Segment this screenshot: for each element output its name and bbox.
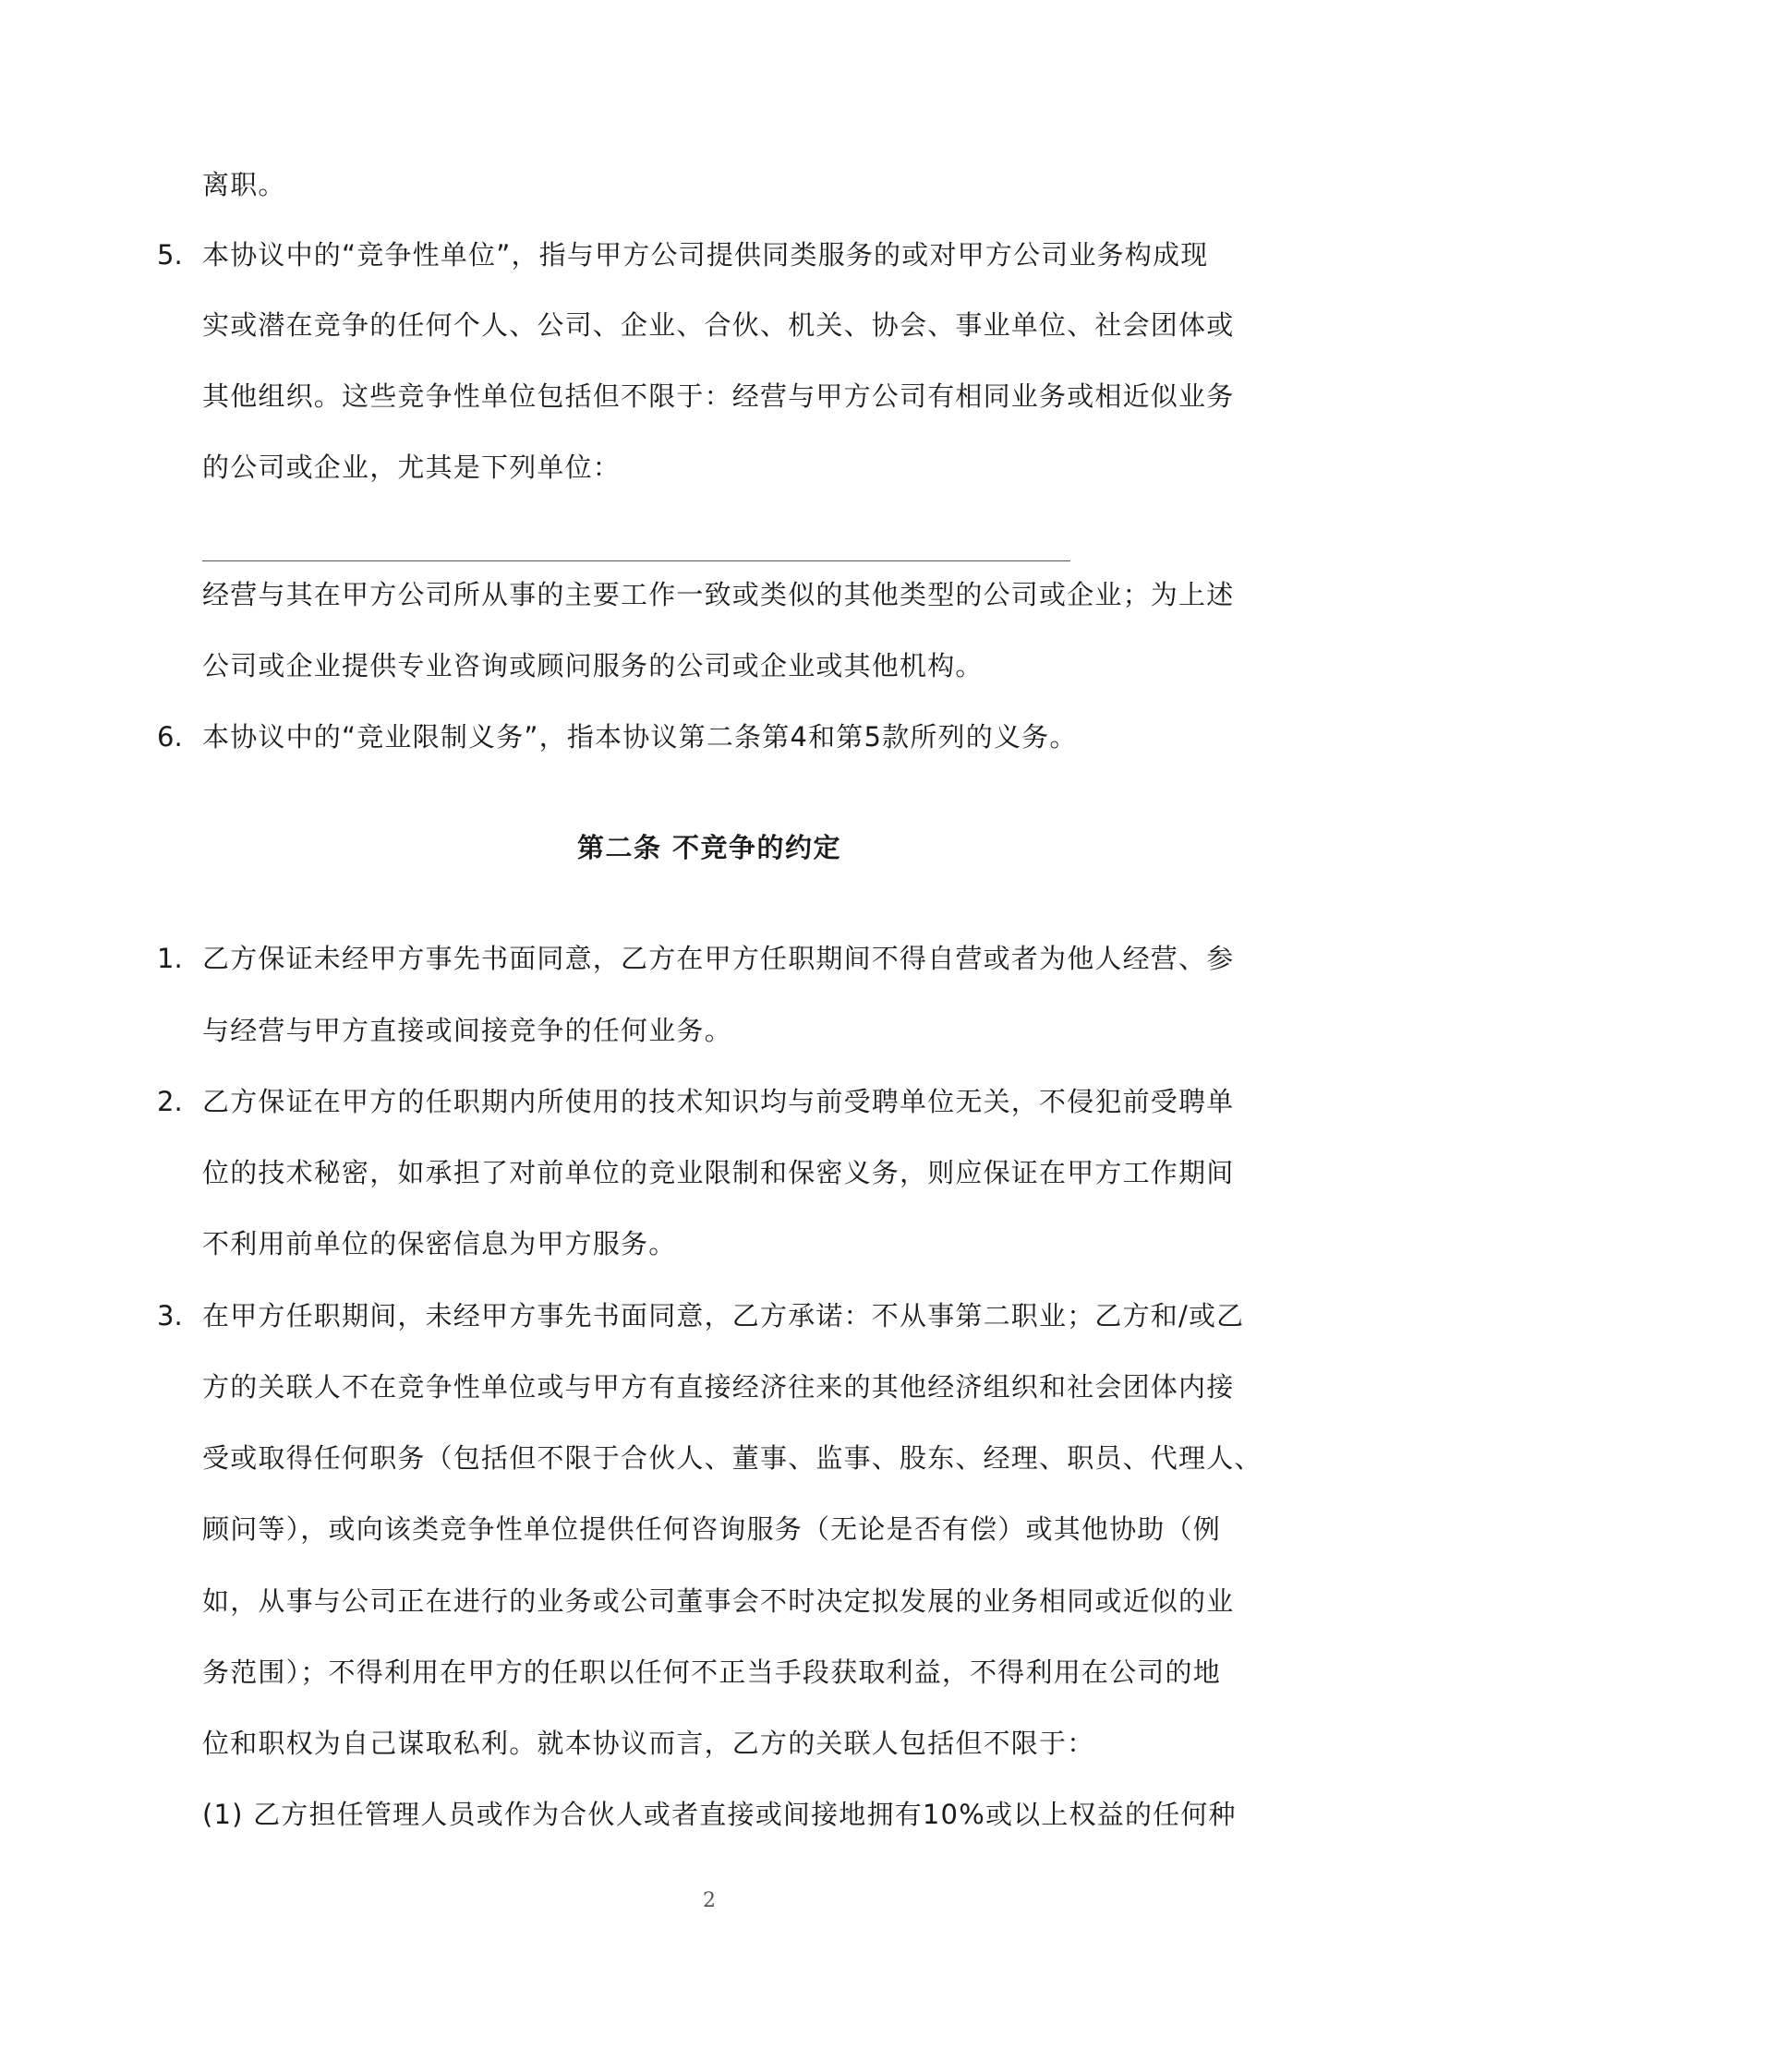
paragraph-line: 经营与其在甲方公司所从事的主要工作一致或类似的其他类型的公司或企业；为上述 (202, 579, 1235, 610)
paragraph-line: 务范围）；不得利用在甲方的任职以任何不正当手段获取利益，不得利用在公司的地 (202, 1656, 1221, 1688)
paragraph-line: 的公司或企业，尤其是下列单位： (202, 452, 622, 483)
item-number: 2. (157, 1086, 183, 1117)
paragraph-line: 其他组织。这些竞争性单位包括但不限于：经营与甲方公司有相同业务或相近似业务 (202, 380, 1235, 412)
paragraph-line: 实或潜在竞争的任何个人、公司、企业、合伙、机关、协会、事业单位、社会团体或 (202, 309, 1235, 341)
paragraph-line: 位的技术秘密，如承担了对前单位的竞业限制和保密义务，则应保证在甲方工作期间 (202, 1157, 1235, 1188)
paragraph-line: 在甲方任职期间，未经甲方事先书面同意，乙方承诺：不从事第二职业；乙方和/或乙 (202, 1300, 1245, 1331)
paragraph-line: 离职。 (202, 169, 286, 200)
paragraph-line: 公司或企业提供专业咨询或顾问服务的公司或企业或其他机构。 (202, 650, 984, 681)
paragraph-line: 乙方保证未经甲方事先书面同意，乙方在甲方任职期间不得自营或者为他人经营、参 (202, 943, 1235, 974)
item-number: 6. (157, 721, 183, 753)
paragraph-line: 位和职权为自己谋取私利。就本协议而言，乙方的关联人包括但不限于： (202, 1728, 1095, 1759)
section-heading: 第二条 不竞争的约定 (576, 832, 842, 863)
blank-fill-line (202, 560, 1070, 561)
paragraph-line: (1) 乙方担任管理人员或作为合伙人或者直接或间接地拥有10%或以上权益的任何种 (202, 1799, 1237, 1830)
paragraph-line: 方的关联人不在竞争性单位或与甲方有直接经济往来的其他经济组织和社会团体内接 (202, 1371, 1235, 1403)
paragraph-line: 如，从事与公司正在进行的业务或公司董事会不时决定拟发展的业务相同或近似的业 (202, 1585, 1235, 1617)
paragraph-line: 本协议中的“竞业限制义务”，指本协议第二条第4和第5款所列的义务。 (202, 721, 1078, 753)
page-number: 2 (703, 1889, 716, 1912)
paragraph-line: 本协议中的“竞争性单位”，指与甲方公司提供同类服务的或对甲方公司业务构成现 (202, 239, 1209, 271)
paragraph-line: 顾问等），或向该类竞争性单位提供任何咨询服务（无论是否有偿）或其他协助（例 (202, 1513, 1221, 1545)
paragraph-line: 受或取得任何职务（包括但不限于合伙人、董事、监事、股东、经理、职员、代理人、 (202, 1442, 1262, 1474)
paragraph-line: 不利用前单位的保密信息为甲方服务。 (202, 1228, 677, 1259)
paragraph-line: 乙方保证在甲方的任职期内所使用的技术知识均与前受聘单位无关，不侵犯前受聘单 (202, 1086, 1235, 1117)
item-number: 5. (157, 239, 183, 271)
paragraph-line: 与经营与甲方直接或间接竞争的任何业务。 (202, 1015, 732, 1046)
item-number: 1. (157, 943, 183, 974)
item-number: 3. (157, 1300, 183, 1331)
